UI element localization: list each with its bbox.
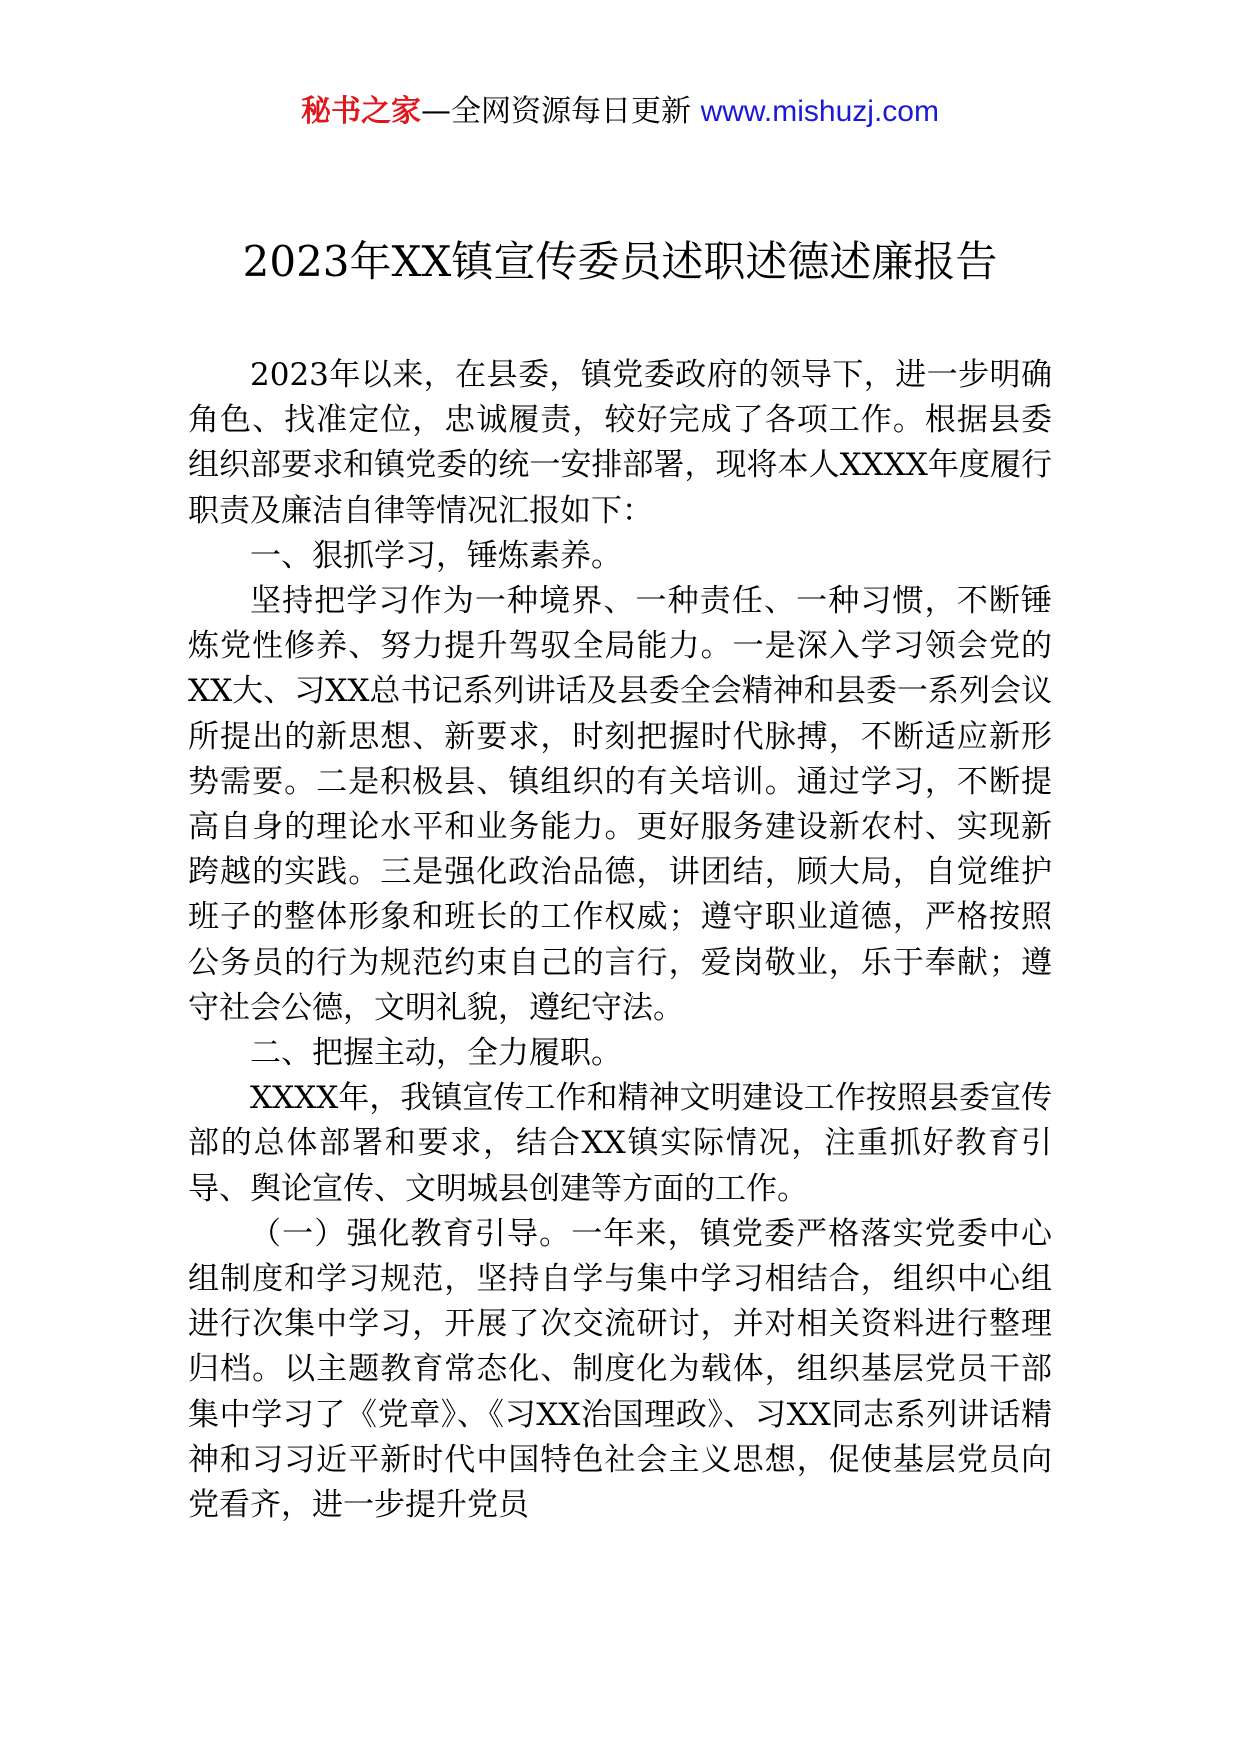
site-brand: 秘书之家 [301,94,422,129]
site-url-link[interactable]: www.mishuzj.com [700,95,939,128]
section-2-paragraph: XXXX年，我镇宣传工作和精神文明建设工作按照县委宣传部的总体部署和要求，结合XX镇实际情况，注重抓好教育引导、舆论宣传、文明城县创建等方面的工作。 [188,1080,1052,1207]
document-title: 2023年XX镇宣传委员述职述德述廉报告 [242,237,998,286]
section-heading-1: 一、狠抓学习，锤炼素养。 [250,537,622,574]
site-header [0,92,1240,132]
section-1-paragraph: 坚持把学习作为一种境界、一种责任、一种习惯，不断锤炼党性修养、努力提升驾驭全局能力。一是深入学习领会党的XX大、习XX总书记系列讲话及县委全会精神和县委一系列会议所提出的新思想、新要求，时刻把握时代脉搏，不断适应新形势需要。二是积极县、镇组织的有关培训。通过学习，不断提高自身的理论水平和业务能力。更好服务建设新农村、实现新跨越的实践。三是强化政治品德，讲团结，顾大局，自觉维护班子的整体形象和班长的工作权威；遵守职业道德，严格按照公务员的行为规范约束自己的言行，爱岗敬业，乐于奉献；遵守社会公德，文明礼貌，遵纪守法。 [188,583,1052,1026]
site-tagline: —全网资源每日更新 [421,94,692,129]
document-body [188,353,1052,1528]
intro-paragraph: 2023年以来，在县委，镇党委政府的领导下，进一步明确角色、找准定位，忠诚履责，较好完成了各项工作。根据县委组织部要求和镇党委的统一安排部署，现将本人XXXX年度履行职责及廉洁自律等情况汇报如下： [188,357,1052,529]
section-heading-2: 二、把握主动，全力履职。 [250,1035,622,1072]
subsection-1-paragraph: （一）强化教育引导。一年来，镇党委严格落实党委中心组制度和学习规范，坚持自学与集中学习相结合，组织中心组进行次集中学习，开展了次交流研讨，并对相关资料进行整理归档。以主题教育常态化、制度化为载体，组织基层党员干部集中学习了《党章》、《习XX治国理政》、习XX同志系列讲话精神和习习近平新时代中国特色社会主义思想，促使基层党员向党看齐，进一步提升党员 [188,1215,1052,1524]
